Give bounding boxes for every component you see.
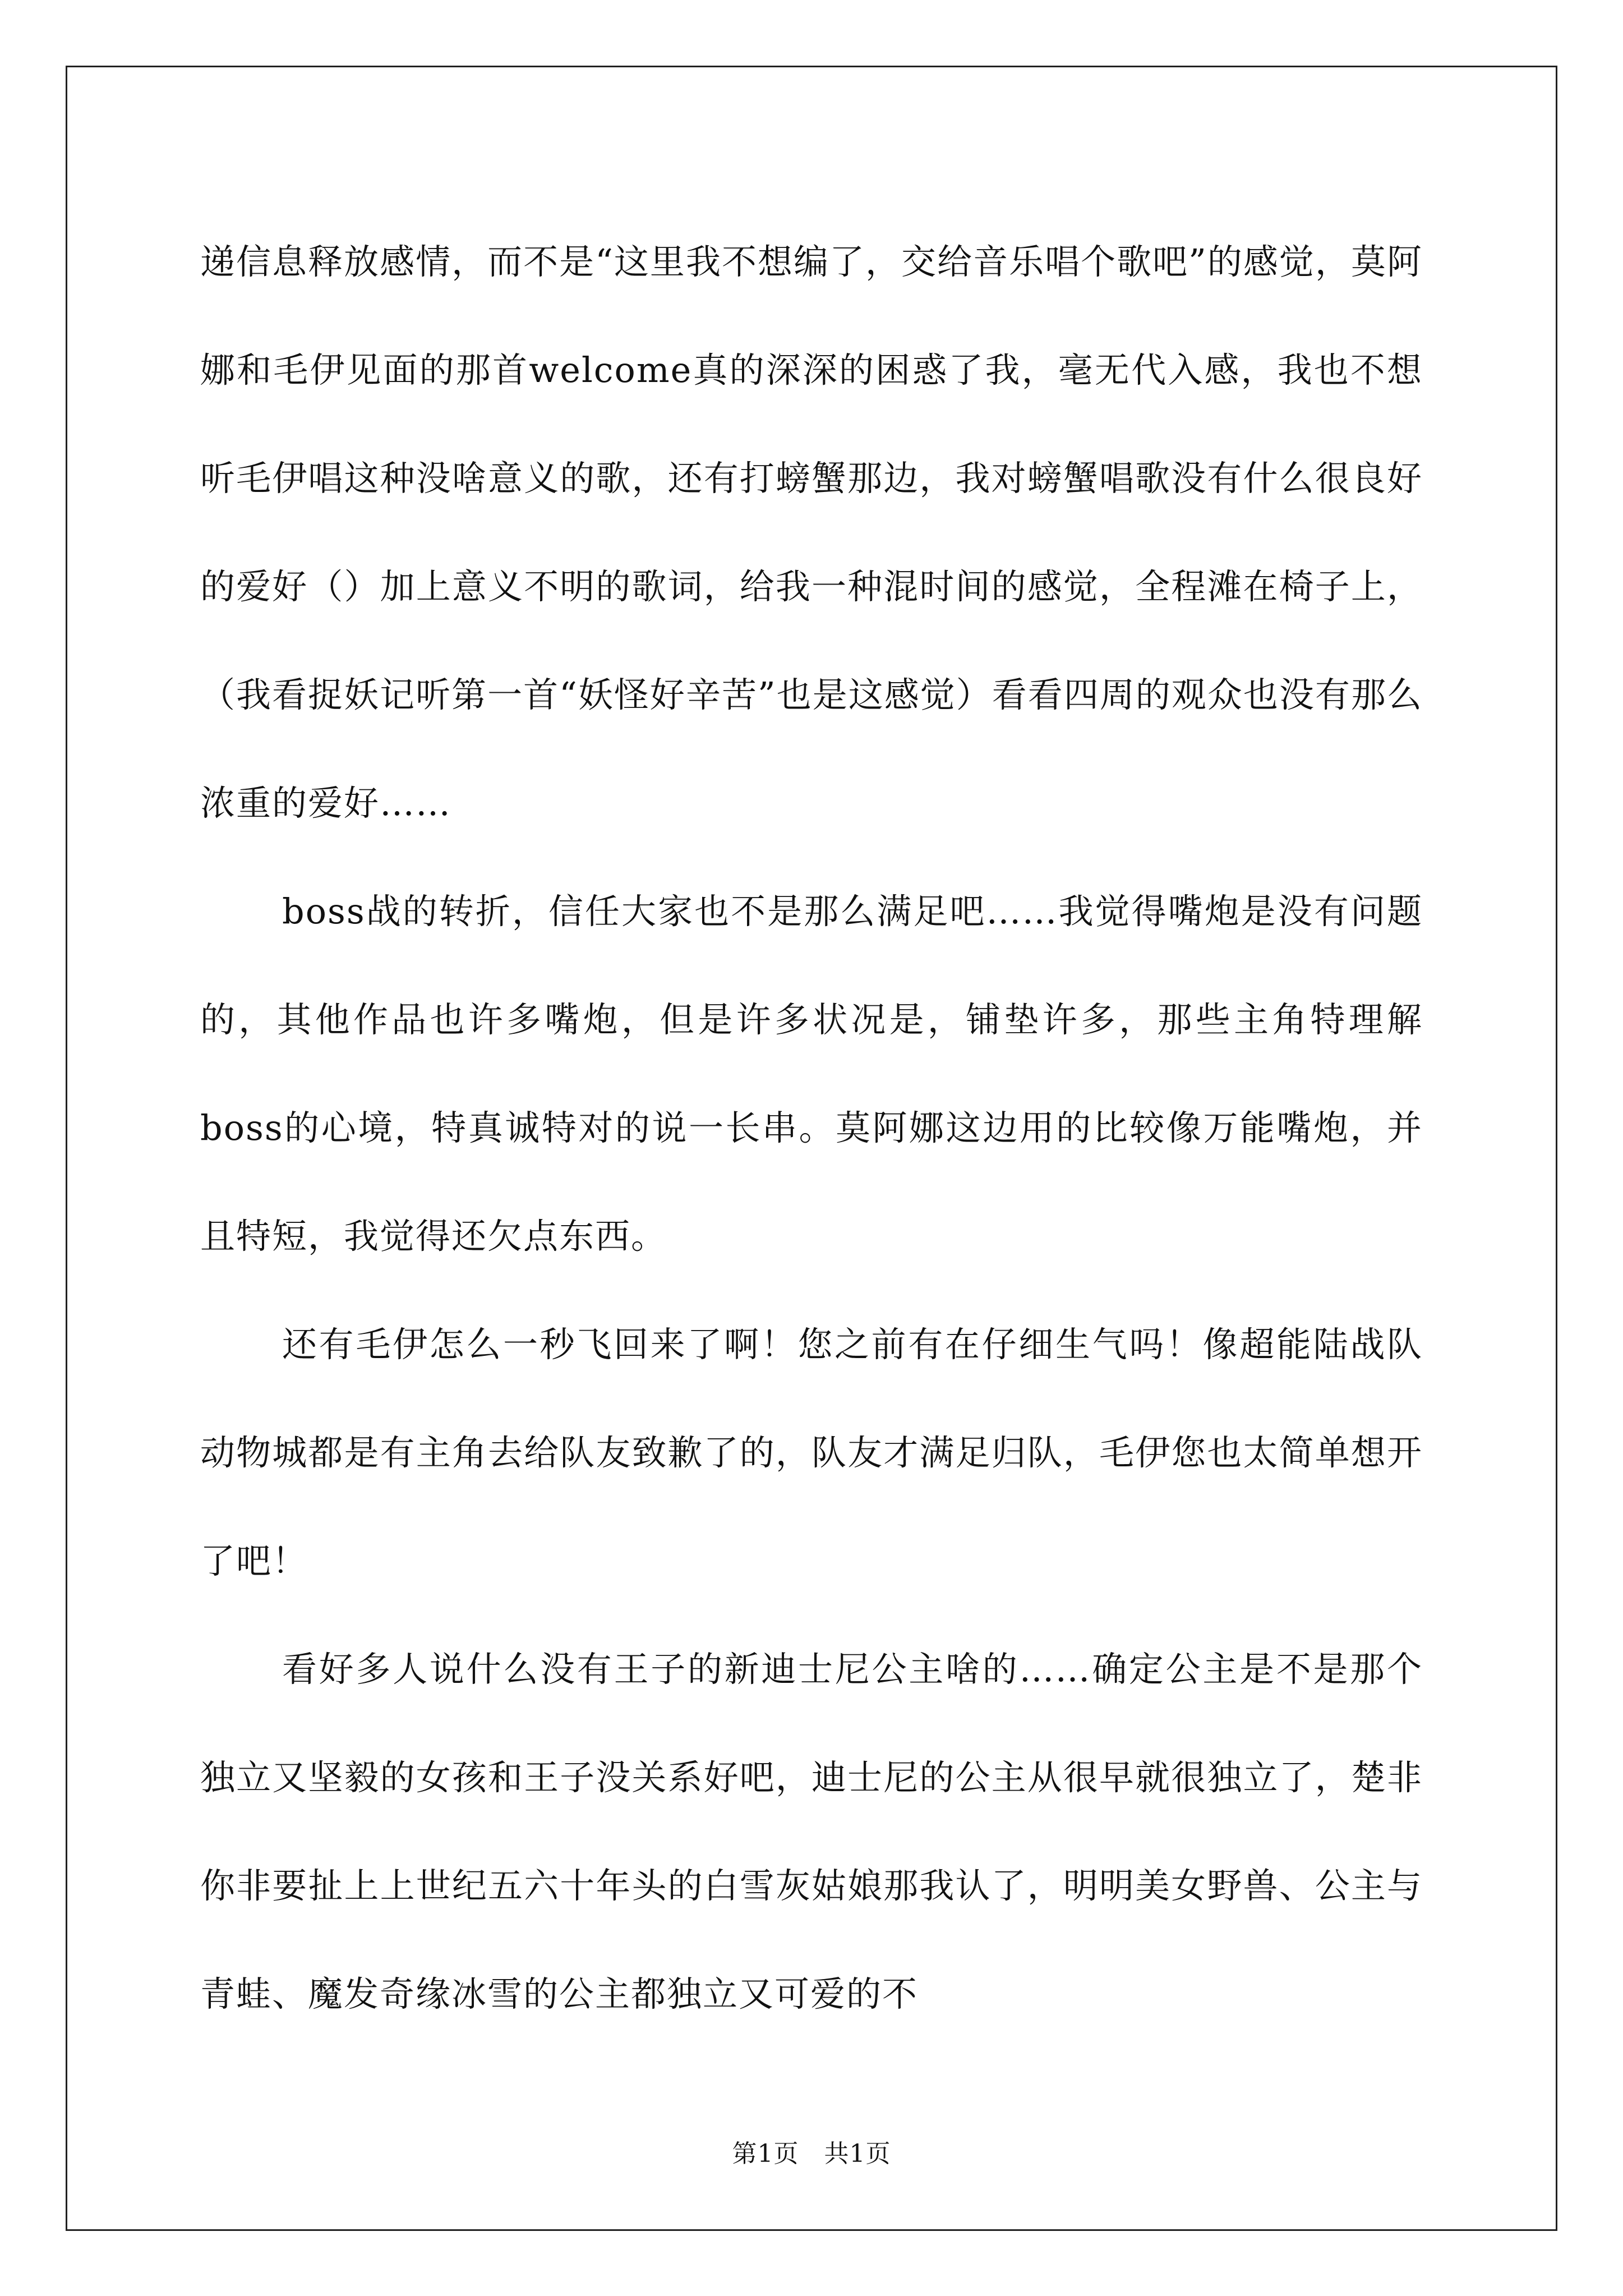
paragraph-3: 还有毛伊怎么一秒飞回来了啊！您之前有在仔细生气吗！像超能陆战队动物城都是有主角去给队友致歉了的，队友才满足归队，毛伊您也太简单想开了吧！ — [200, 1324, 1423, 1581]
paragraph-1: 递信息释放感情，而不是“这里我不想编了，交给音乐唱个歌吧”的感觉，莫阿娜和毛伊见面的那首welcome真的深深的困惑了我，毫无代入感，我也不想听毛伊唱这种没啥意义的歌，还有打螃蟹那边，我对螃蟹唱歌没有什么很良好的爱好（）加上意义不明的歌词，给我一种混时间的感觉，全程滩在椅子上，（我看捉妖记听第一首“妖怪好辛苦”也是这感觉）看看四周的观众也没有那么浓重的爱好…… — [200, 241, 1423, 823]
page-number: 第1页 共1页 — [732, 2139, 891, 2168]
page-footer — [0, 2133, 1623, 2169]
paragraph-4: 看好多人说什么没有王子的新迪士尼公主啥的……确定公主是不是那个独立又坚毅的女孩和王子没关系好吧，迪士尼的公主从很早就很独立了，楚非你非要扯上上世纪五六十年头的白雪灰姑娘那我认了，明明美女野兽、公主与青蛙、魔发奇缘冰雪的公主都独立又可爱的不 — [200, 1649, 1423, 2014]
document-body — [200, 208, 1423, 2048]
paragraph-2: boss战的转折，信任大家也不是那么满足吧……我觉得嘴炮是没有问题的，其他作品也许多嘴炮，但是许多状况是，铺垫许多，那些主角特理解boss的心境，特真诚特对的说一长串。莫阿娜这边用的比较像万能嘴炮，并且特短，我觉得还欠点东西。 — [200, 891, 1423, 1257]
